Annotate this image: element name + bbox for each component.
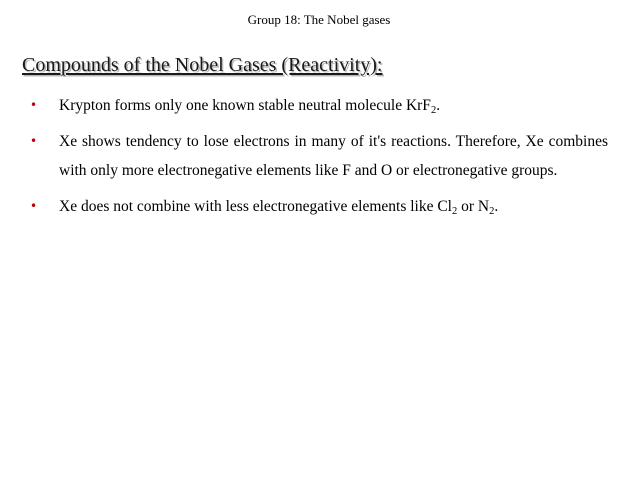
slide-title: Compounds of the Nobel Gases (Reactivity): <box>22 54 383 76</box>
bullet-text: Krypton forms only one known stable neutral molecule KrF <box>59 97 431 114</box>
subscript: 2 <box>430 105 437 116</box>
bullet-text-end: . <box>494 198 499 215</box>
bullet-text-end: . <box>436 97 441 114</box>
bullet-item-krypton <box>30 91 608 120</box>
bullet-item-xe-combine <box>30 192 608 221</box>
subscript: 2 <box>452 206 458 217</box>
bullet-list <box>30 91 608 228</box>
bullet-marker: • <box>30 134 38 148</box>
slide-header: Group 18: The Nobel gases <box>247 12 391 27</box>
bullet-text: Xe does not combine with less electronegative elements like Cl <box>59 198 452 215</box>
bullet-marker: • <box>30 98 38 112</box>
bullet-item-xe-electrons <box>30 127 608 185</box>
bullet-text-mid: or N <box>457 198 490 215</box>
subscript: 2 <box>489 206 495 217</box>
bullet-marker: • <box>30 199 38 213</box>
bullet-text: Xe shows tendency to lose electrons in many of it's reactions. Therefore, Xe combines with only more electronegative elements like F and O or electronegative groups. <box>59 133 608 179</box>
